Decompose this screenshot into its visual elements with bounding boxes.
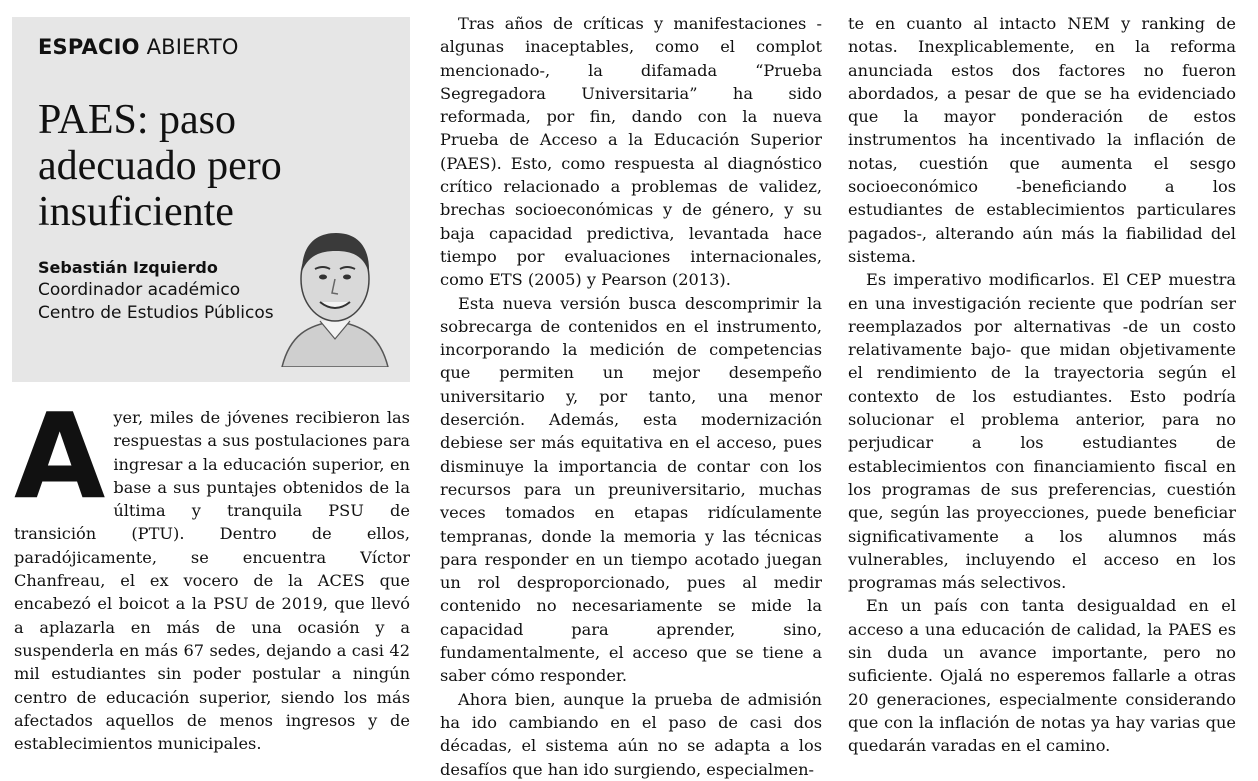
headline: PAES: paso adecuado pero insuficiente [38, 97, 282, 235]
header-box [12, 17, 410, 382]
article-column-1 [14, 387, 410, 755]
article-column-2 [440, 12, 822, 781]
article-paragraph: En un país con tanta desigualdad en el acceso a una educación de calidad, la PAES es sin duda un avance importante, pero no suficiente. Ojalá no esperemos fallarle a otras 20 generaciones, especialmente considerando que con la inflación de notas ya hay varias que quedarán varadas en el camino. [848, 596, 1236, 756]
paragraph-text: yer, miles de jóvenes recibieron las respuestas a sus postulaciones para ingresar a la educación superior, en base a sus puntajes obtenidos de la última y tranquila PSU de transición (PTU). Dentro de ellos, paradójicamente, se encuentra Víctor Chanfreau, el ex vocero de la ACES que encabezó el boicot a la PSU de 2019, que llevó a aplazarla en más de una ocasión y a suspenderla en más 67 sedes, dejando a casi 42 mil estudiantes sin poder postular a ningún centro de educación superior, siendo los más afectados aquellos de menos ingresos y de establecimientos municipales. [14, 408, 410, 754]
article-paragraph: Esta nueva versión busca descomprimir la sobrecarga de contenidos en el instrumento, incorporando la medición de competencias que permiten un mejor desempeño universitario y, por tanto, una menor deserción. Además, esta modernización debiese ser más equitativa en el acceso, pues disminuye la importancia de contar con los recursos para un preuniversitario, muchas veces tomados en etapas ridículamente tempranas, donde la memoria y las técnicas para responder en un tiempo acotado juegan un rol desproporcionado, pues al medir contenido no necesariamente se mide la capacidad para aprender, sino, fundamentalmente, el acceso que se tiene a saber cómo responder. [440, 293, 822, 686]
author-role: Coordinador académico Centro de Estudios Públicos [38, 280, 274, 323]
article-paragraph: Ahora bien, aunque la prueba de admisión ha ido cambiando en el paso de casi dos décadas, el sistema aún no se adapta a los desafíos que han ido surgiendo, especialmen- [440, 689, 822, 779]
section-label [38, 35, 239, 59]
drop-cap: A [14, 387, 106, 525]
section-label-light: ABIERTO [146, 35, 239, 59]
article-paragraph: te en cuanto al intacto NEM y ranking de notas. Inexplicablemente, en la reforma anunciada estos dos factores no fueron abordados, a pesar de que se ha evidenciado que la mayor ponderación de estos instrumentos ha incentivado la inflación de notas, cuestión que aumenta el sesgo socioeconómico -beneficiando a los estudiantes de establecimientos particulares pagados-, alterando aún más la fiabilidad del sistema. [848, 14, 1236, 266]
author-name: Sebastián Izquierdo [38, 258, 218, 277]
article-paragraph: Tras años de críticas y manifestaciones -algunas inaceptables, como el complot mencionado-, la difamada “Prueba Segregadora Universitaria” ha sido reformada, por fin, dando con la nueva Prueba de Acceso a la Educación Superior (PAES). Esto, como respuesta al diagnóstico crítico relacionado a problemas de validez, brechas socioeconómicas y de género, y su baja capacidad predictiva, levantada hace tiempo por evaluaciones internacionales, como ETS (2005) y Pearson (2013). [440, 14, 822, 290]
article-paragraph: Es imperativo modificarlos. El CEP muestra en una investigación reciente que podrían ser reemplazados por alternativas -de un costo relativamente bajo- que midan objetivamente el rendimiento de la trayectoria según el contexto de los estudiantes. Esto podría solucionar el problema anterior, para no perjudicar a los estudiantes de establecimientos con financiamiento fiscal en los programas de sus preferencias, cuestión que, según las proyecciones, puede beneficiar significativamente a los alumnos más vulnerables, incluyendo el acceso en los programas más selectivos. [848, 270, 1236, 593]
article-column-3 [848, 12, 1236, 758]
article-paragraph [14, 387, 410, 755]
section-label-strong: ESPACIO [38, 35, 140, 59]
author-photo [280, 217, 390, 367]
